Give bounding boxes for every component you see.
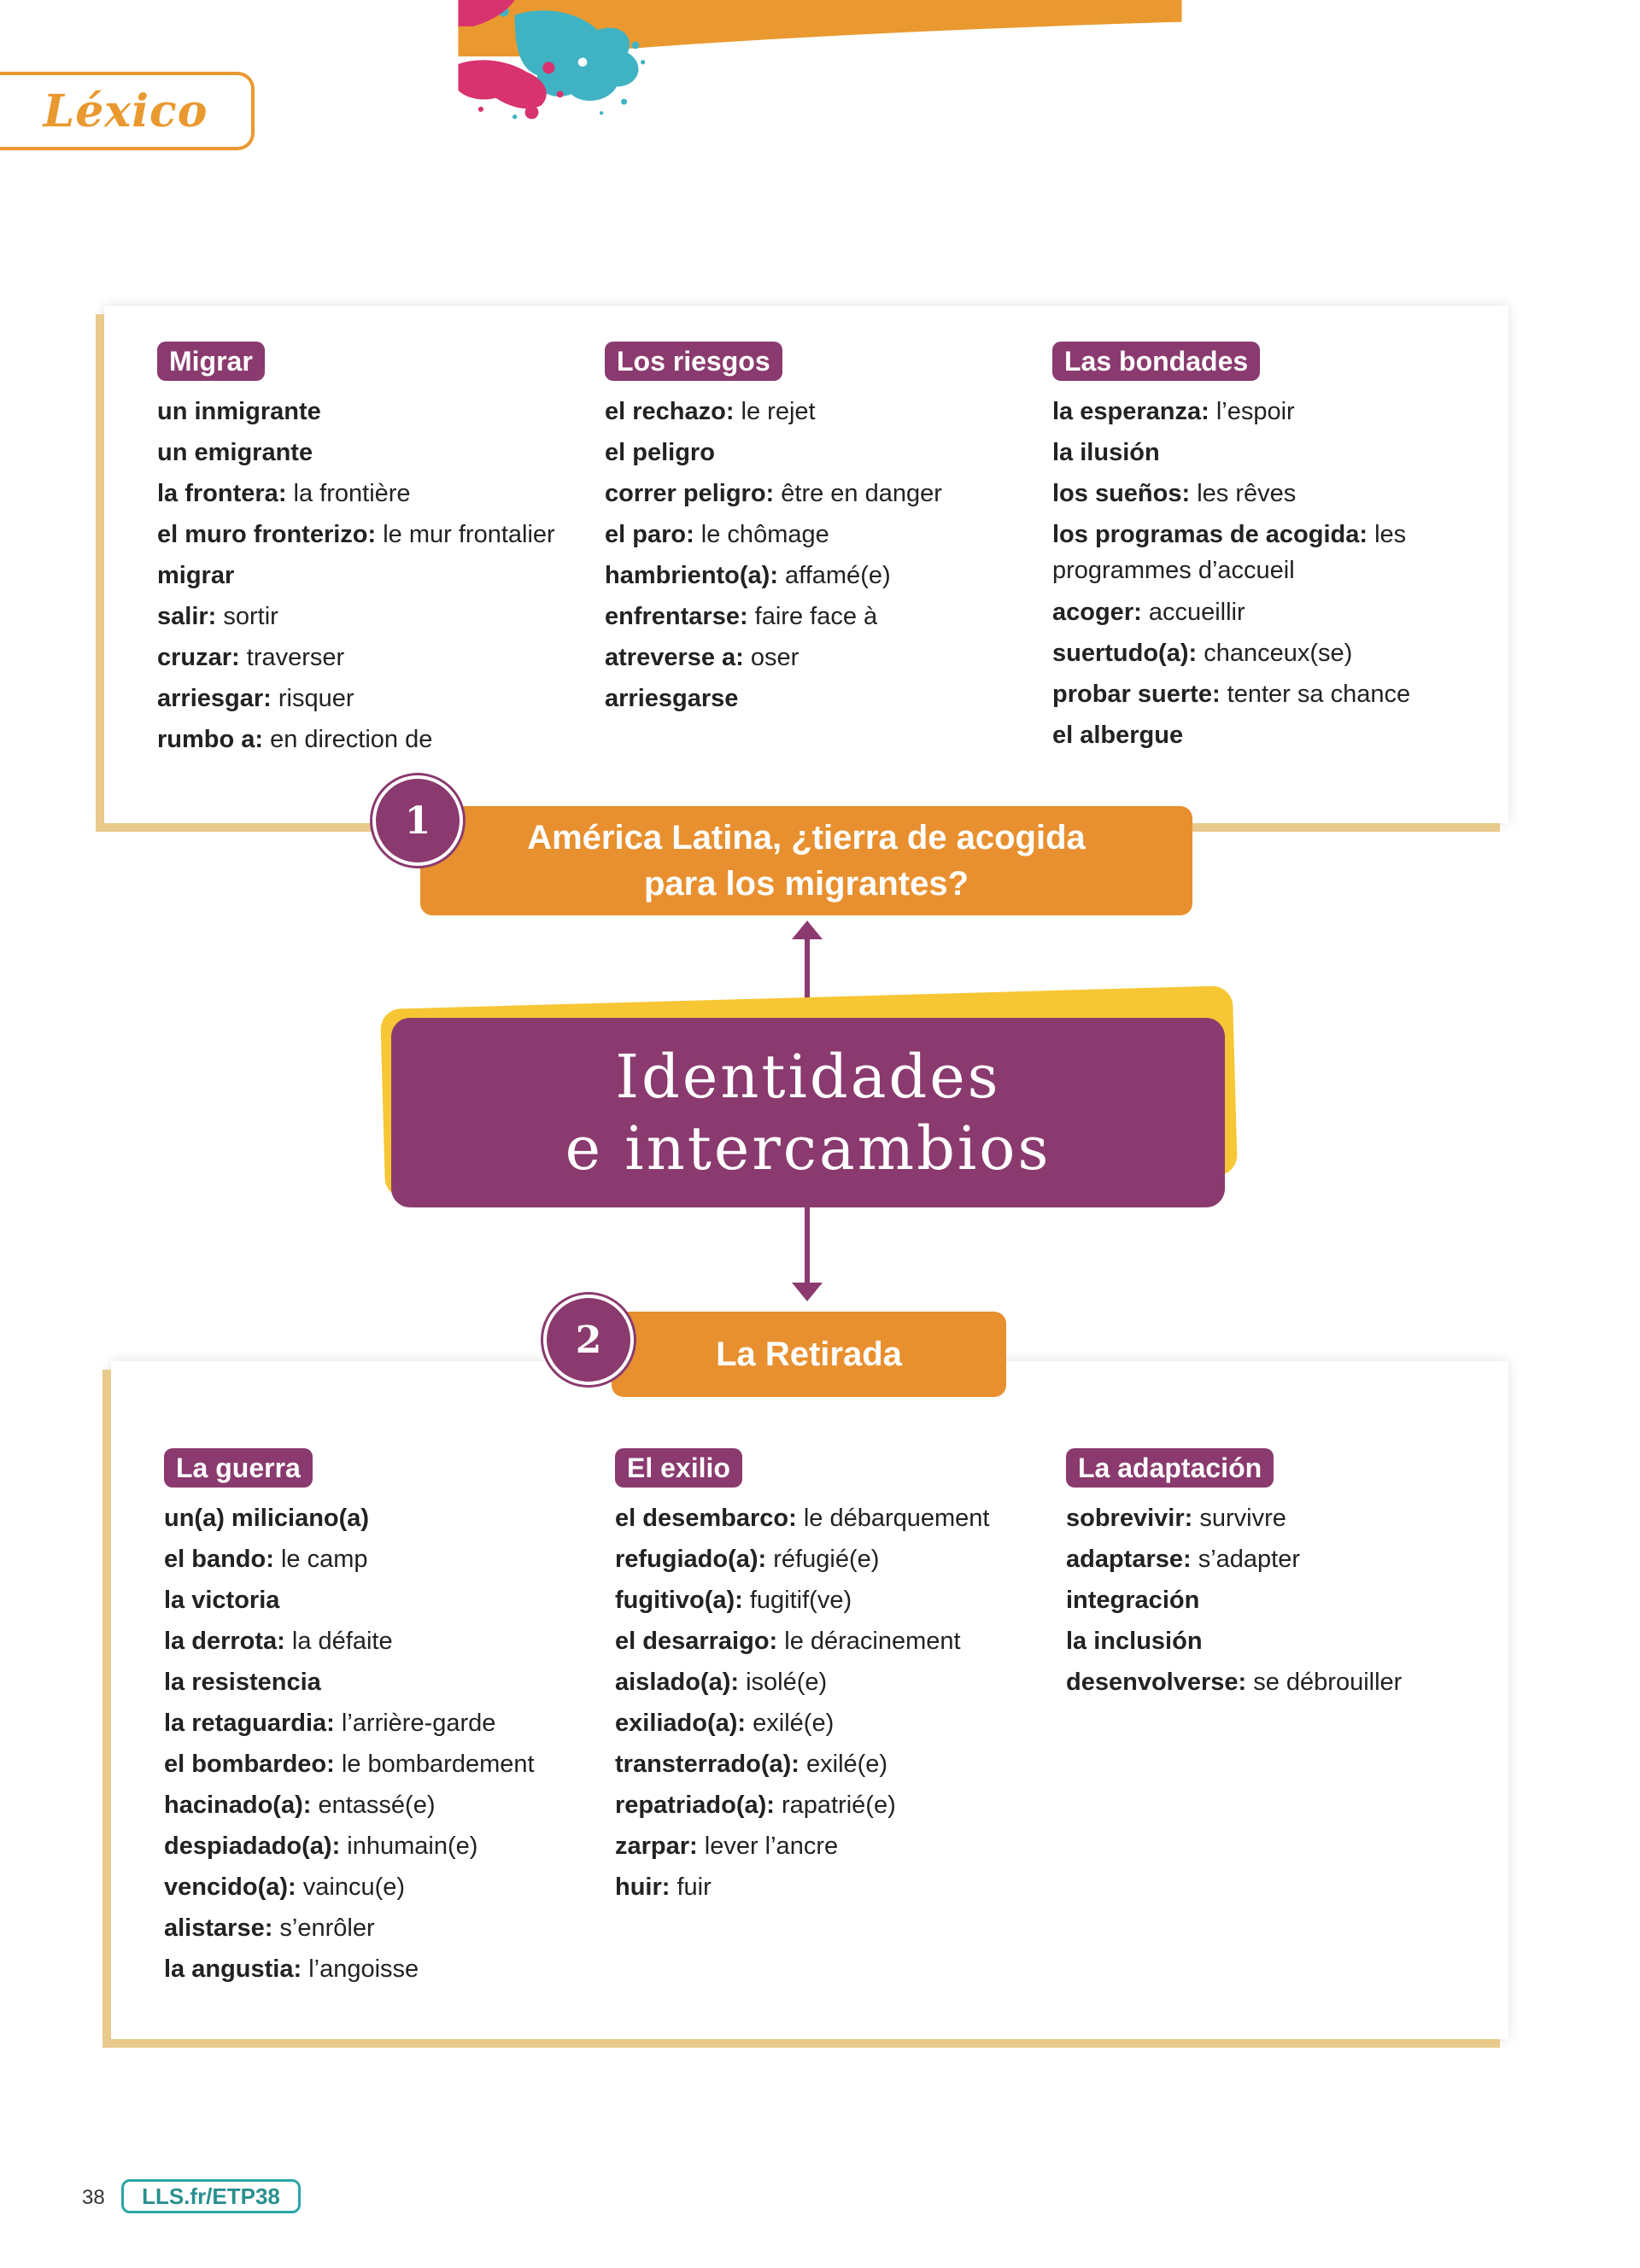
topic-1-number-badge: 1 [376,779,460,862]
category-badge: La adaptación [1066,1448,1274,1488]
vocab-entry: enfrentarse: faire face à [605,603,878,630]
vocab-entry: el albergue [1052,722,1184,749]
vocab-entry: exiliado(a): exilé(e) [615,1710,835,1737]
vocab-card-2 [111,1361,1508,2039]
central-title-box [391,1018,1225,1207]
vocab-entry: el muro fronterizo: le mur frontalier [157,521,555,548]
vocab-entry: alistarse: s’enrôler [164,1914,375,1942]
vocab-entry: el bombardeo: le bombardement [164,1751,535,1778]
topic-2-title-box [612,1312,1006,1397]
vocab-entry: huir: fuir [615,1873,712,1901]
vocab-entry: el desarraigo: le déracinement [615,1628,961,1655]
vocab-entry: la ilusión [1052,439,1160,466]
vocab-column-adaptacion [1066,1448,1493,1703]
vocab-entry: el peligro [605,439,715,466]
vocab-column-bondades [1052,342,1479,756]
vocab-entry: atreverse a: oser [605,644,800,671]
vocab-entry: un inmigrante [157,398,321,425]
central-title-line-1: Identidades [615,1042,1001,1112]
vocab-entry: el rechazo: le rejet [605,398,816,425]
category-badge: La guerra [164,1448,313,1488]
vocab-entry: integración [1066,1587,1200,1614]
vocab-card-1 [104,306,1508,823]
category-badge: El exilio [615,1448,742,1488]
vocab-entry: hambriento(a): affamé(e) [605,562,891,589]
vocab-entry: adaptarse: s’adapter [1066,1546,1301,1573]
vocab-entry: salir: sortir [157,603,278,630]
vocab-entry: los programas de acogida: les programmes d’accueil [1052,521,1407,584]
vocab-entry: la esperanza: l’espoir [1052,398,1295,425]
vocab-entry: cruzar: traverser [157,644,345,671]
arrow-down-icon [782,1206,833,1305]
vocab-entry: probar suerte: tenter sa chance [1052,681,1411,708]
vocab-entry: refugiado(a): réfugié(e) [615,1546,880,1573]
vocab-entry: la derrota: la défaite [164,1628,393,1655]
vocab-column-riesgos [605,342,1032,719]
vocab-entry: la frontera: la frontière [157,480,411,507]
vocab-entry: la victoria [164,1587,280,1614]
vocab-entry: suertudo(a): chanceux(se) [1052,640,1353,667]
vocab-entry: sobrevivir: survivre [1066,1505,1286,1532]
topic-1-title-box [420,806,1192,915]
vocab-entry: la inclusión [1066,1628,1203,1655]
vocab-entry: el paro: le chômage [605,521,829,548]
vocab-column-guerra [164,1448,591,1990]
topic-1-title-line-2: para los migrantes? [643,865,969,903]
vocab-entry: hacinado(a): entassé(e) [164,1792,436,1819]
footer-link[interactable]: LLS.fr/ETP38 [121,2179,301,2213]
vocab-entry: arriesgar: risquer [157,685,354,712]
vocab-entry: zarpar: lever l’ancre [615,1833,839,1860]
vocab-entry: fugitivo(a): fugitif(ve) [615,1587,852,1614]
vocab-entry: transterrado(a): exilé(e) [615,1751,888,1778]
category-badge: Los riesgos [605,342,782,381]
vocab-entry: el desembarco: le débarquement [615,1505,990,1532]
vocab-entry: la resistencia [164,1669,321,1696]
vocab-entry: aislado(a): isolé(e) [615,1669,828,1696]
topic-2-number-badge: 2 [547,1298,630,1382]
vocab-entry: un(a) miliciano(a) [164,1505,370,1532]
page-number: 38 [82,2186,105,2209]
vocab-entry: despiadado(a): inhumain(e) [164,1833,478,1860]
vocab-entry: el bando: le camp [164,1546,368,1573]
category-badge: Migrar [157,342,265,381]
vocab-entry: la angustia: l’angoisse [164,1955,419,1983]
vocab-entry: migrar [157,562,235,589]
central-title-line-2: e intercambios [565,1114,1051,1184]
topic-2-title: La Retirada [716,1335,902,1373]
vocab-column-exilio [615,1448,1042,1908]
vocab-entry: la retaguardia: l’arrière-garde [164,1710,496,1737]
vocab-entry: desenvolverse: se débrouiller [1066,1669,1403,1696]
vocab-entry: rumbo a: en direction de [157,726,433,753]
vocab-entry: arriesgarse [605,685,739,712]
topic-1-title-line-1: América Latina, ¿tierra de acogida [527,819,1086,856]
section-tab [0,72,255,150]
vocab-entry: repatriado(a): rapatrié(e) [615,1792,896,1819]
vocab-entry: vencido(a): vaincu(e) [164,1873,406,1901]
vocab-entry: acoger: accueillir [1052,599,1245,626]
vocab-entry: un emigrante [157,439,313,466]
vocab-entry: correr peligro: être en danger [605,480,942,507]
vocab-column-migrar [157,342,584,760]
category-badge: Las bondades [1052,342,1260,381]
section-title: Léxico [43,85,208,137]
vocab-entry: los sueños: les rêves [1052,480,1297,507]
